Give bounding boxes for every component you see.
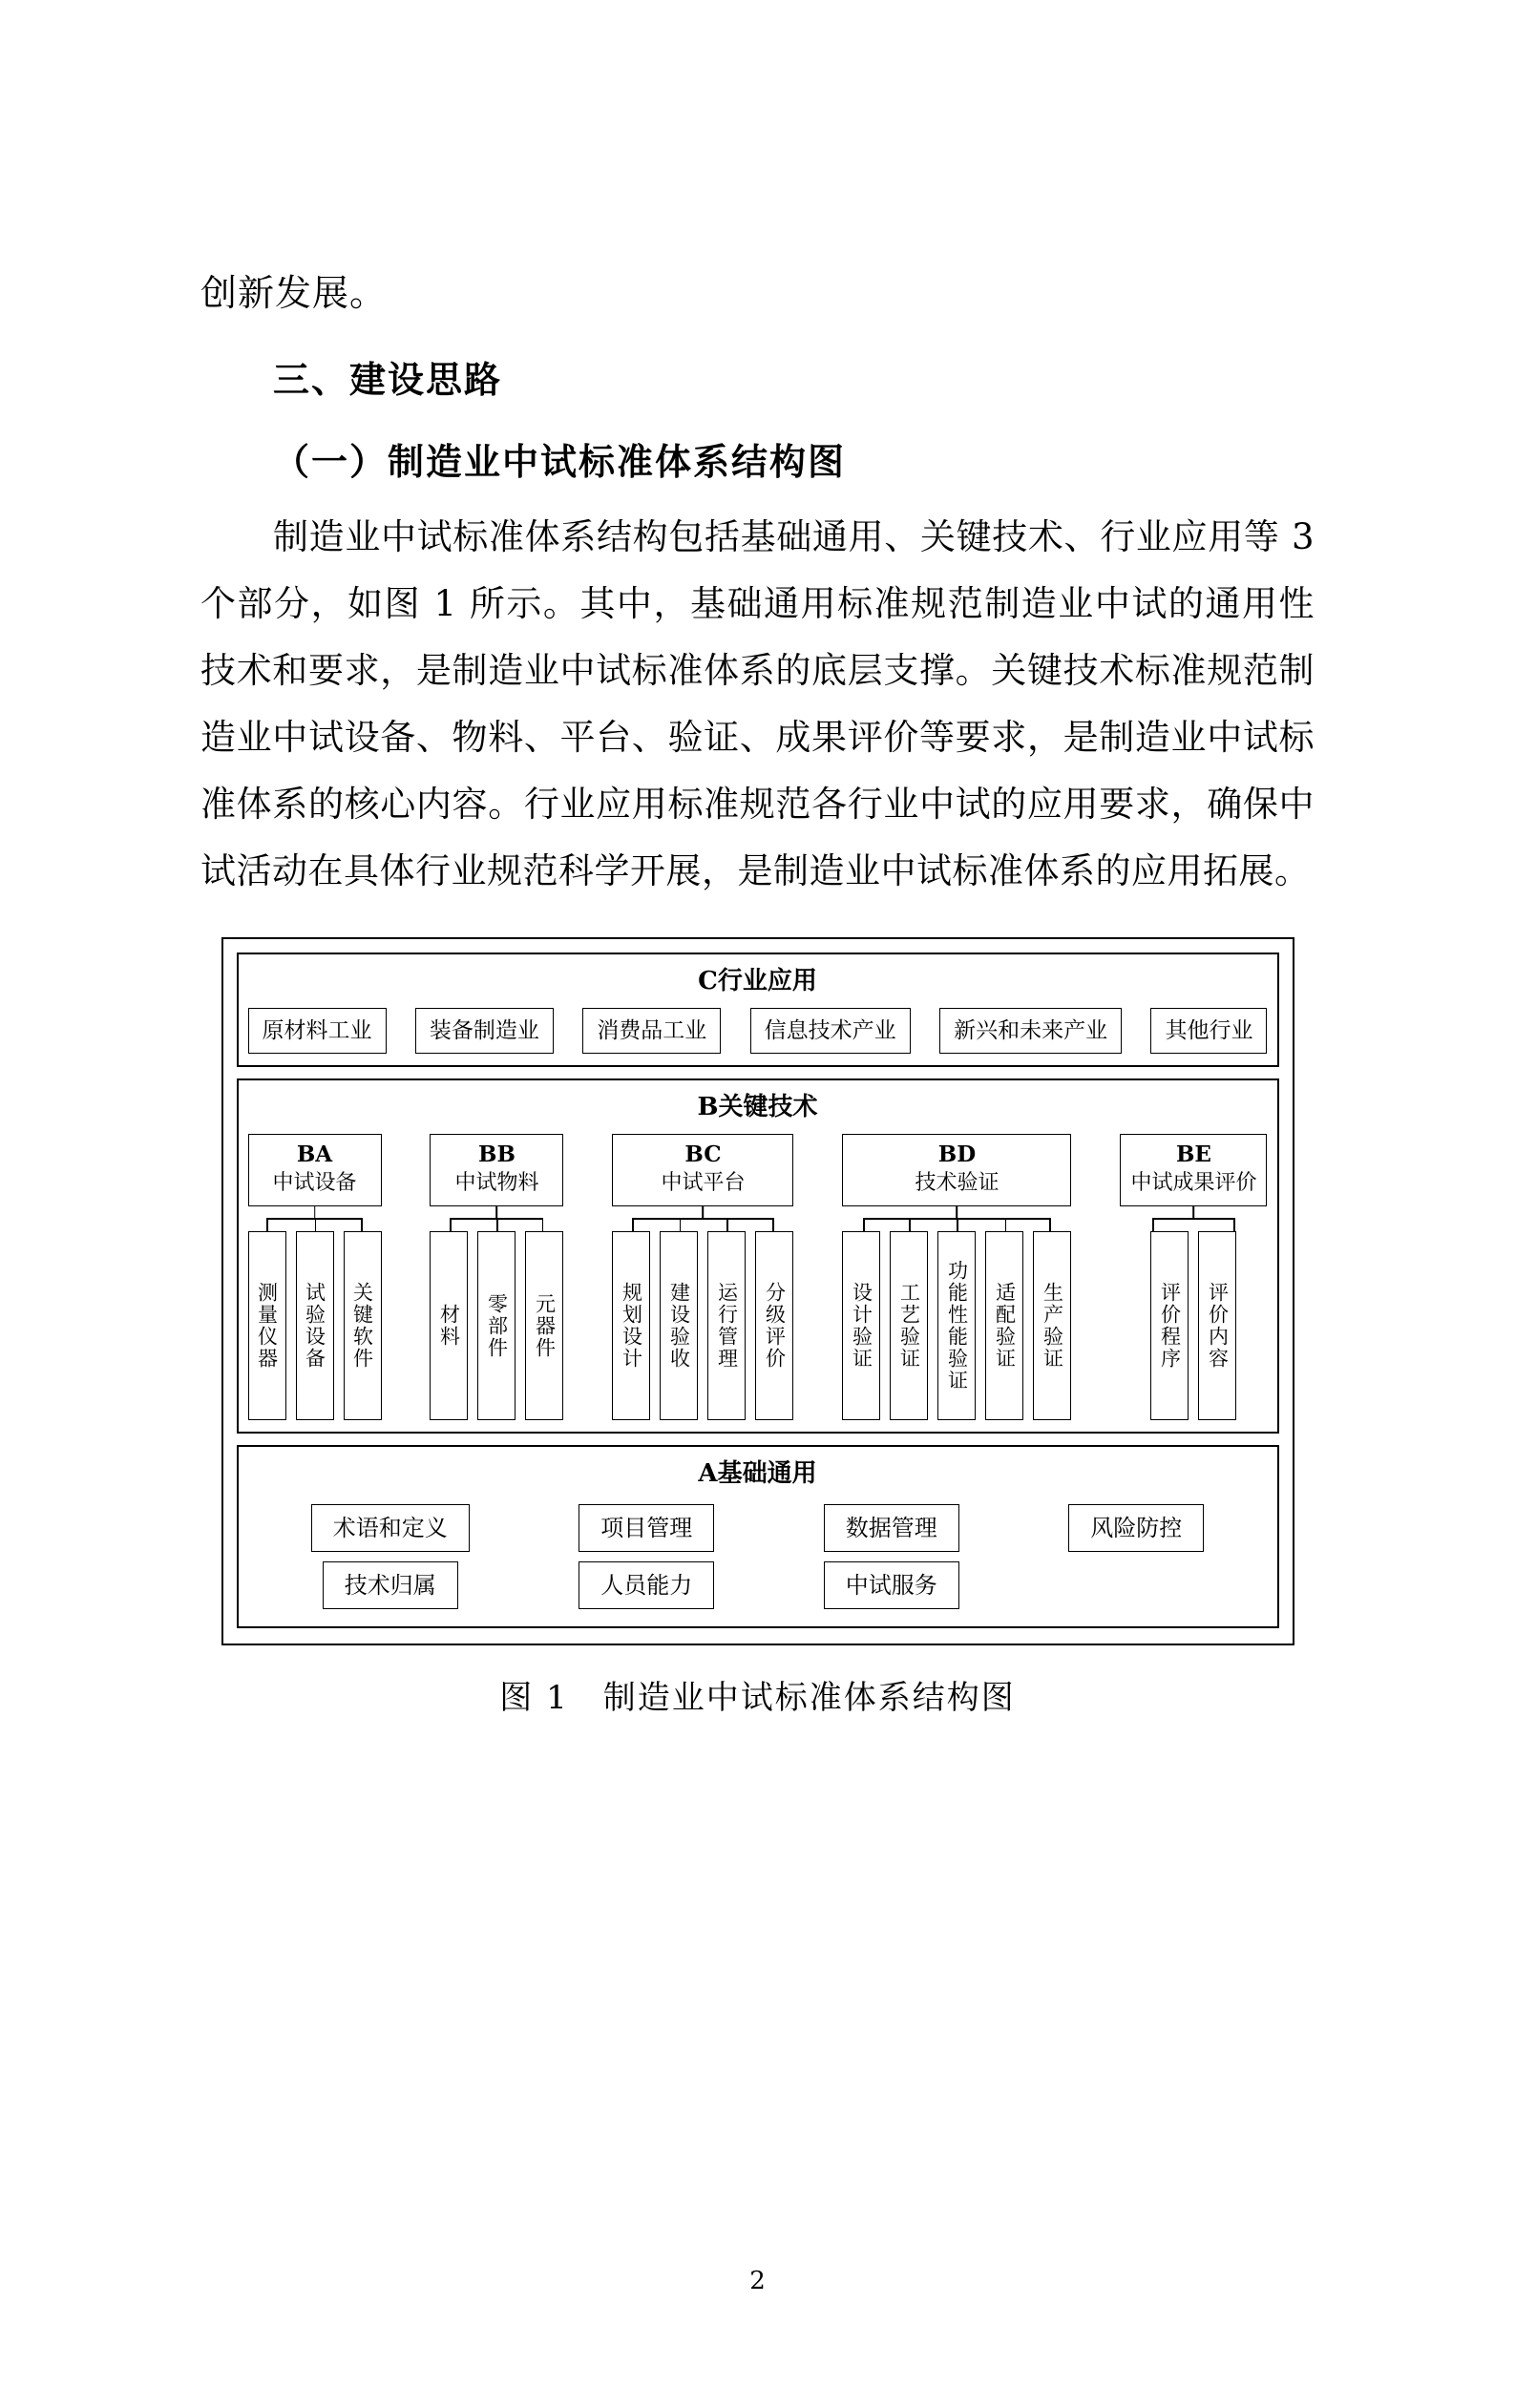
group-be bbox=[1120, 1134, 1267, 1420]
section-a-item: 数据管理 bbox=[824, 1504, 959, 1552]
document-page bbox=[0, 265, 1515, 2408]
leaf-box: 生产验证 bbox=[1033, 1231, 1071, 1420]
leaf-box: 材料 bbox=[430, 1231, 468, 1420]
section-c-item: 装备制造业 bbox=[415, 1008, 554, 1054]
group-be-leaves bbox=[1150, 1231, 1236, 1420]
section-a-item: 人员能力 bbox=[579, 1561, 714, 1609]
group-ba-code: BA bbox=[296, 1141, 333, 1167]
group-bb-header bbox=[430, 1134, 563, 1206]
continued-text-line: 创新发展。 bbox=[200, 272, 388, 314]
leaf-box: 测量仪器 bbox=[248, 1231, 286, 1420]
leaf-box: 运行管理 bbox=[707, 1231, 746, 1420]
leaf-box: 设计验证 bbox=[842, 1231, 880, 1420]
section-c-item: 原材料工业 bbox=[248, 1008, 387, 1054]
section-heading: 三、建设思路 bbox=[273, 358, 503, 401]
group-ba-name: 中试设备 bbox=[272, 1171, 357, 1195]
section-a-item: 术语和定义 bbox=[311, 1504, 470, 1552]
group-bd-name: 技术验证 bbox=[915, 1171, 999, 1195]
figure-caption: 图 1 制造业中试标准体系结构图 bbox=[499, 1679, 1016, 1717]
group-ba-connector bbox=[248, 1206, 382, 1231]
section-c-title: C行业应用 bbox=[698, 967, 817, 995]
leaf-box: 规划设计 bbox=[612, 1231, 650, 1420]
group-be-header bbox=[1120, 1134, 1267, 1206]
section-c-item: 信息技术产业 bbox=[750, 1008, 911, 1054]
group-bb-code: BB bbox=[478, 1141, 516, 1167]
section-a-item: 项目管理 bbox=[579, 1504, 714, 1552]
leaf-box: 评价内容 bbox=[1198, 1231, 1236, 1420]
group-be-code: BE bbox=[1175, 1141, 1211, 1167]
section-a-item: 技术归属 bbox=[323, 1561, 458, 1609]
section-c-item: 新兴和未来产业 bbox=[939, 1008, 1122, 1054]
section-a-item: 风险防控 bbox=[1068, 1504, 1204, 1552]
group-ba-header bbox=[248, 1134, 382, 1206]
leaf-box: 评价程序 bbox=[1150, 1231, 1189, 1420]
section-a-column bbox=[824, 1504, 959, 1609]
group-bb bbox=[430, 1134, 563, 1420]
group-bd-header bbox=[842, 1134, 1071, 1206]
leaf-box: 建设验收 bbox=[660, 1231, 698, 1420]
leaf-box: 关键软件 bbox=[344, 1231, 382, 1420]
page-number: 2 bbox=[749, 2267, 766, 2295]
group-bc-leaves bbox=[612, 1231, 793, 1420]
section-c-item: 消费品工业 bbox=[582, 1008, 721, 1054]
section-a bbox=[237, 1445, 1279, 1628]
section-a-title: A基础通用 bbox=[698, 1459, 817, 1488]
leaf-box: 分级评价 bbox=[755, 1231, 793, 1420]
section-a-column bbox=[1068, 1504, 1204, 1552]
group-bc-code: BC bbox=[684, 1141, 722, 1167]
group-bb-connector bbox=[430, 1206, 563, 1231]
group-bd bbox=[842, 1134, 1071, 1420]
group-bc-header bbox=[612, 1134, 793, 1206]
group-bc-connector bbox=[612, 1206, 793, 1231]
leaf-box: 功能性能验证 bbox=[937, 1231, 976, 1420]
section-a-column bbox=[579, 1504, 714, 1609]
section-a-grid bbox=[248, 1500, 1268, 1615]
leaf-box: 工艺验证 bbox=[890, 1231, 928, 1420]
section-b-groups bbox=[248, 1134, 1268, 1420]
group-be-connector bbox=[1120, 1206, 1267, 1231]
group-bd-code: BD bbox=[937, 1141, 977, 1167]
subsection-heading: （一）制造业中试标准体系结构图 bbox=[273, 440, 847, 483]
group-ba-leaves bbox=[248, 1231, 382, 1420]
section-a-item: 中试服务 bbox=[824, 1561, 959, 1609]
body-paragraph: 制造业中试标准体系结构包括基础通用、关键技术、行业应用等 3 个部分，如图 1 所示。其中，基础通用标准规范制造业中试的通用性技术和要求，是制造业中试标准体系的底层支撑。关键技术标准规范制造业中试设备、物料、平台、验证、成果评价等要求，是制造业中试标准体系的核心内容。行业应用标准规范各行业中试的应用要求，确保中试活动在具体行业规范科学开展，是制造业中试标准体系的应用拓展。 bbox=[200, 516, 1315, 891]
group-bc bbox=[612, 1134, 793, 1420]
figure-container bbox=[200, 937, 1315, 1645]
section-a-column bbox=[311, 1504, 470, 1609]
leaf-box: 元器件 bbox=[525, 1231, 563, 1420]
leaf-box: 零部件 bbox=[477, 1231, 516, 1420]
group-bb-leaves bbox=[430, 1231, 563, 1420]
leaf-box: 适配验证 bbox=[985, 1231, 1023, 1420]
section-c-items bbox=[248, 1008, 1268, 1054]
section-c bbox=[237, 953, 1279, 1067]
group-bb-name: 中试物料 bbox=[454, 1171, 539, 1195]
section-c-item: 其他行业 bbox=[1150, 1008, 1267, 1054]
group-be-name: 中试成果评价 bbox=[1130, 1171, 1257, 1195]
section-b-title: B关键技术 bbox=[697, 1093, 818, 1121]
section-b bbox=[237, 1078, 1279, 1434]
group-bd-leaves bbox=[842, 1231, 1071, 1420]
standards-system-diagram bbox=[221, 937, 1294, 1645]
leaf-box: 试验设备 bbox=[296, 1231, 334, 1420]
group-ba bbox=[248, 1134, 382, 1420]
group-bc-name: 中试平台 bbox=[661, 1171, 746, 1195]
group-bd-connector bbox=[842, 1206, 1071, 1231]
